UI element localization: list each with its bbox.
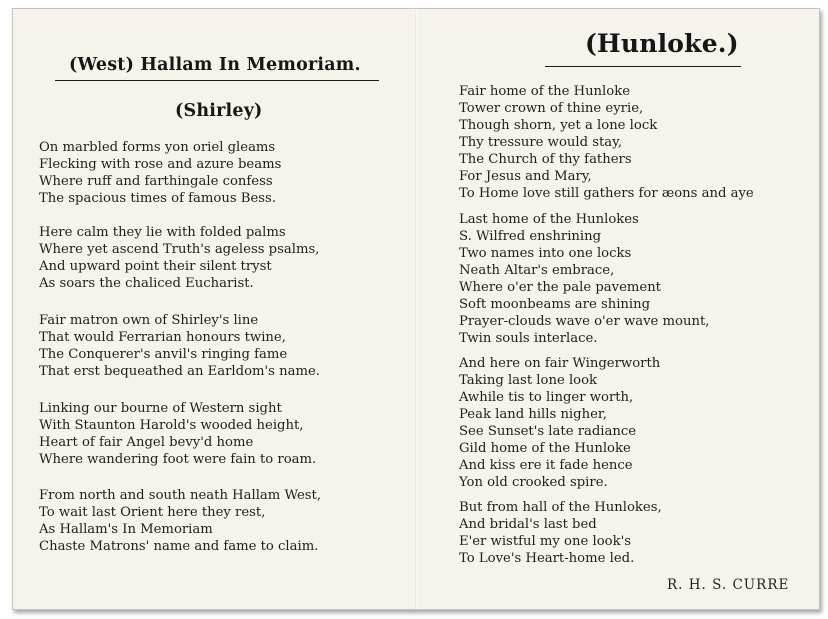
verse-line: The Conquerer's anvil's ringing fame: [39, 347, 288, 362]
verse-line: Awhile tis to linger worth,: [459, 390, 634, 405]
verse-line: That would Ferrarian honours twine,: [39, 330, 286, 345]
verse-line: And here on fair Wingerworth: [459, 356, 661, 371]
verse-line: Chaste Matrons' name and fame to claim.: [39, 539, 319, 554]
verse-line: Tower crown of thine eyrie,: [459, 101, 644, 116]
verse-line: E'er wistful my one look's: [459, 534, 631, 549]
verse-line: See Sunset's late radiance: [459, 424, 637, 439]
verse-line: Last home of the Hunlokes: [459, 212, 639, 227]
verse-line: Linking our bourne of Western sight: [39, 401, 282, 416]
left-stanza: [39, 312, 320, 380]
right-page: [417, 9, 819, 609]
verse-line: That erst bequeathed an Earldom's name.: [39, 364, 320, 379]
verse-line: Where o'er the pale pavement: [459, 280, 661, 295]
verse-line: As Hallam's In Memoriam: [39, 522, 213, 537]
verse-line: Fair matron own of Shirley's line: [39, 313, 259, 328]
verse-line: Heart of fair Angel bevy'd home: [39, 435, 254, 450]
right-stanza: [459, 83, 754, 202]
verse-line: But from hall of the Hunlokes,: [459, 500, 662, 515]
right-stanza: [459, 211, 709, 347]
verse-line: The spacious times of famous Bess.: [39, 191, 277, 206]
verse-line: Soft moonbeams are shining: [459, 297, 651, 312]
verse-line: Prayer-clouds wave o'er wave mount,: [459, 314, 710, 329]
verse-line: To Home love still gathers for æons and aye: [459, 186, 754, 201]
verse-line: Twin souls interlace.: [459, 331, 598, 346]
verse-line: As soars the chaliced Eucharist.: [39, 276, 254, 291]
right-page-title: (Hunloke.): [585, 29, 739, 58]
verse-line: S. Wilfred enshrining: [459, 229, 602, 244]
verse-line: Where wandering foot were fain to roam.: [39, 452, 317, 467]
verse-line: Where ruff and farthingale confess: [39, 174, 273, 189]
memorial-card: [12, 8, 820, 610]
right-stanza: [459, 499, 662, 567]
verse-line: Gild home of the Hunloke: [459, 441, 631, 456]
left-page: [13, 9, 413, 609]
verse-line: And kiss ere it fade hence: [459, 458, 633, 473]
verse-line: Two names into one locks: [459, 246, 632, 261]
verse-line: And upward point their silent tryst: [39, 259, 272, 274]
left-stanza: [39, 224, 319, 292]
left-stanza: [39, 400, 316, 468]
verse-line: Fair home of the Hunloke: [459, 84, 631, 99]
verse-line: For Jesus and Mary,: [459, 169, 592, 184]
verse-line: On marbled forms yon oriel gleams: [39, 140, 276, 155]
verse-line: Neath Altar's embrace,: [459, 263, 615, 278]
verse-line: The Church of thy fathers: [459, 152, 632, 167]
left-page-title: (West) Hallam In Memoriam.: [69, 55, 361, 75]
verse-line: Where yet ascend Truth's ageless psalms,: [39, 242, 320, 257]
right-stanza: [459, 355, 660, 491]
verse-line: Yon old crooked spire.: [459, 475, 608, 490]
left-title-underline: [55, 80, 379, 81]
verse-line: With Staunton Harold's wooded height,: [39, 418, 304, 433]
right-title-underline: [545, 66, 741, 67]
verse-line: Here calm they lie with folded palms: [39, 225, 286, 240]
left-stanza: [39, 139, 281, 207]
verse-line: To Love's Heart-home led.: [459, 551, 635, 566]
verse-line: Flecking with rose and azure beams: [39, 157, 282, 172]
left-page-subtitle: (Shirley): [175, 101, 263, 121]
left-stanza: [39, 487, 321, 555]
verse-line: Taking last lone look: [459, 373, 598, 388]
verse-line: And bridal's last bed: [459, 517, 597, 532]
verse-line: To wait last Orient here they rest,: [39, 505, 266, 520]
verse-line: Thy tressure would stay,: [459, 135, 623, 150]
verse-line: Though shorn, yet a lone lock: [459, 118, 658, 133]
author-signature: R. H. S. CURRE: [667, 577, 790, 593]
verse-line: Peak land hills nigher,: [459, 407, 607, 422]
verse-line: From north and south neath Hallam West,: [39, 488, 322, 503]
